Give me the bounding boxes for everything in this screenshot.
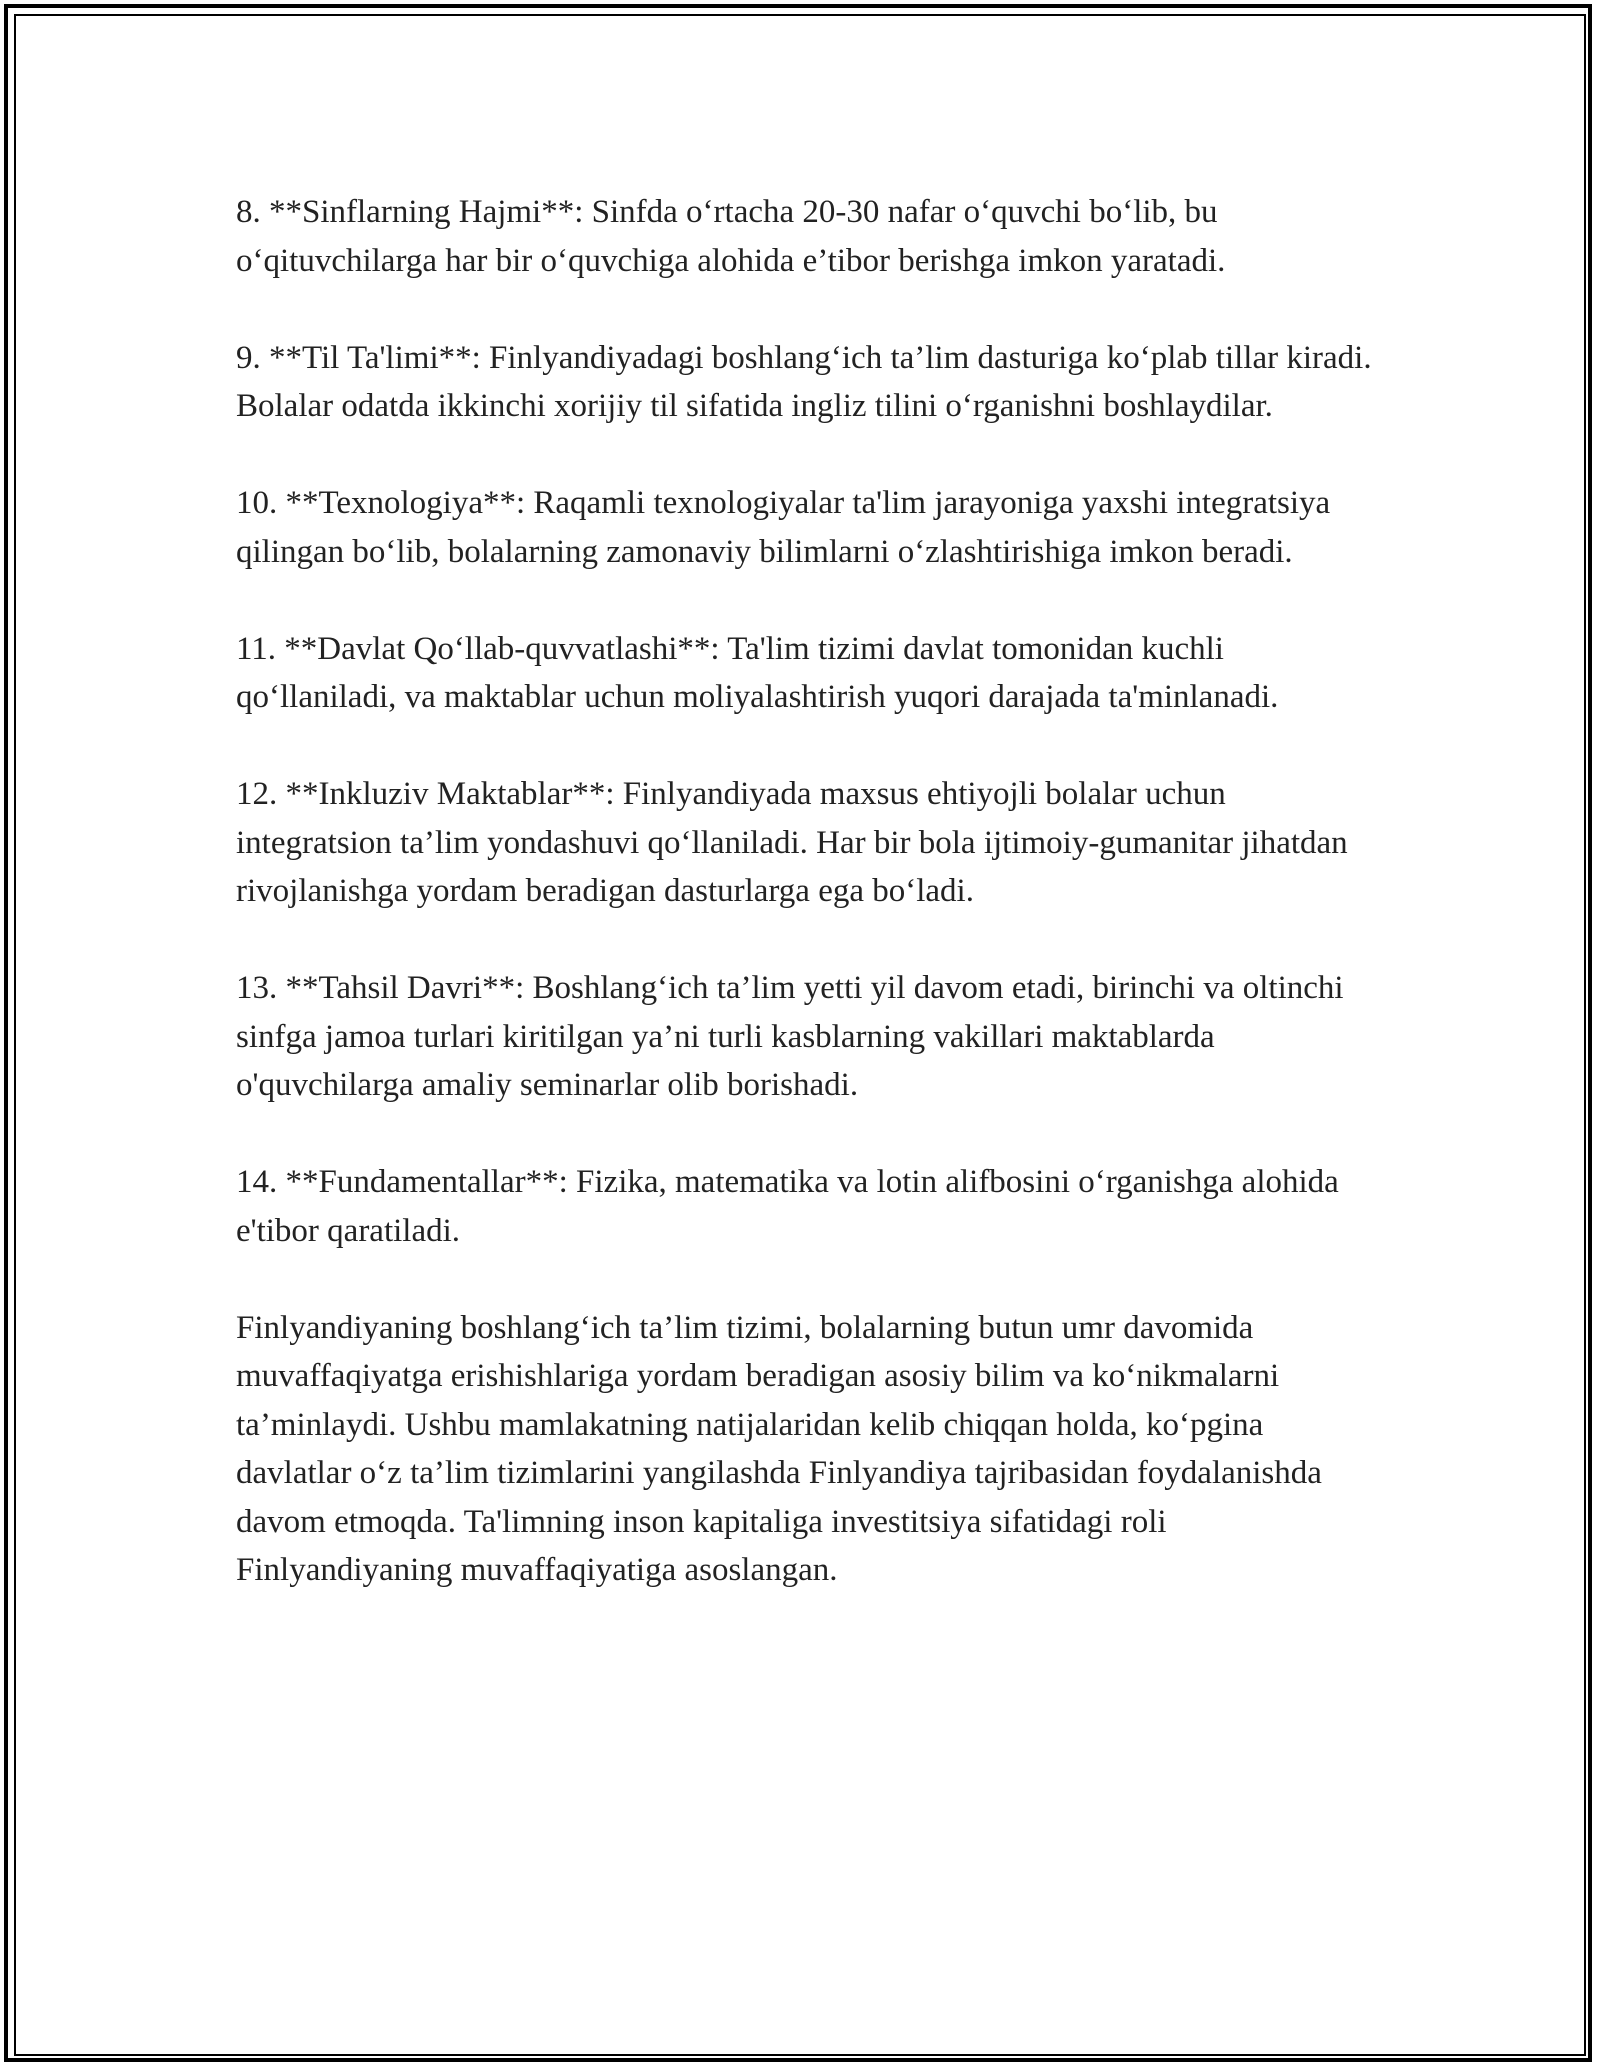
paragraph-item-11: 11. **Davlat Qo‘llab-quvvatlashi**: Ta'lim tizimi davlat tomonidan kuchli qo‘llaniladi, va maktablar uchun moliyalashtirish yuqori darajada ta'minlanadi.: [236, 630, 1279, 715]
paragraph-item-13: 13. **Tahsil Davri**: Boshlang‘ich ta’lim yetti yil davom etadi, birinchi va oltinchi sinfga jamoa turlari kiritilgan ya’ni turli kasblarning vakillari maktablarda o'quvchilarga amaliy seminarlar olib borishadi.: [236, 970, 1344, 1103]
paragraph-item-14: 14. **Fundamentallar**: Fizika, matematika va lotin alifbosini o‘rganishga alohida e'tibor qaratiladi.: [236, 1164, 1339, 1249]
paragraph-item-8: 8. **Sinflarning Hajmi**: Sinfda o‘rtacha 20-30 nafar o‘quvchi bo‘lib, bu o‘qituvchilarga har bir o‘quvchiga alohida e’tibor berishga imkon yaratadi.: [236, 194, 1226, 279]
document-body: [236, 188, 1376, 1643]
paragraph-conclusion: Finlyandiyaning boshlang‘ich ta’lim tizimi, bolalarning butun umr davomida muvaffaqiyatga erishishlariga yordam beradigan asosiy bilim va ko‘nikmalarni ta’minlaydi. Ushbu mamlakatning natijalaridan kelib chiqqan holda, ko‘pgina davlatlar o‘z ta’lim tizimlarini yangilashda Finlyandiya tajribasidan foydalanishda davom etmoqda. Ta'limning inson kapitaliga investitsiya sifatidagi roli Finlyandiyaning muvaffaqiyatiga asoslangan.: [236, 1309, 1322, 1588]
paragraph-item-10: 10. **Texnologiya**: Raqamli texnologiyalar ta'lim jarayoniga yaxshi integratsiya qilingan bo‘lib, bolalarning zamonaviy bilimlarni o‘zlashtirishiga imkon beradi.: [236, 485, 1331, 570]
paragraph-item-12: 12. **Inkluziv Maktablar**: Finlyandiyada maxsus ehtiyojli bolalar uchun integratsion ta’lim yondashuvi qo‘llaniladi. Har bir bola ijtimoiy-gumanitar jihatdan rivojlanishga yordam beradigan dasturlarga ega bo‘ladi.: [236, 776, 1348, 909]
paragraph-item-9: 9. **Til Ta'limi**: Finlyandiyadagi boshlang‘ich ta’lim dasturiga ko‘plab tillar kiradi. Bolalar odatda ikkinchi xorijiy til sifatida ingliz tilini o‘rganishni boshlaydilar.: [236, 339, 1372, 424]
